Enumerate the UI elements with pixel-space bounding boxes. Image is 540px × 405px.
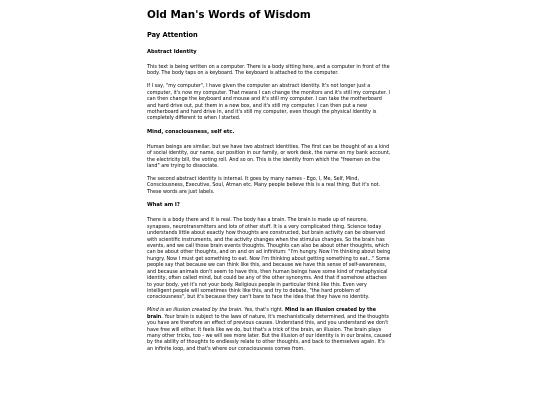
paragraph-mind-illusion (147, 307, 392, 352)
mind-illusion-plain: Yes, that's right. (242, 307, 285, 314)
article (147, 9, 392, 359)
paragraph-brain: There is a body there and it is real. The body has a brain. The brain is made up of neurons, synapses, neurotransmitters and lots of other stuff. It is a very complicated thing. Science today understands little about exactly how thoughts are constructed, but brain activity can be observed with scientific instruments, and the activity changes when the stimulus changes. So the brain has events, and we call those brain events thoughts. Thoughts can also be about other thoughts, which can be about other thoughts, and on and on ad infinitum: "I'm hungry. Now I'm thinking about being hungry. Now I must get something to eat. Now I'm thinking about getting something to eat..." Some people say that because we can think like this, and because we have this sense of self-awareness, and because animals don't seem to have this, then human beings have some kind of metaphysical identity, often called mind, but could be any of the other synonyms. And that if somehow attaches to your body, yet it's not your body. Religious people in particular think like this. Even very intelligent people will sometimes think like this, and try to debate, "the hard problem of consciousness", but it's because they can't bare to face the idea that they have no identity. (147, 217, 391, 301)
paragraph-my-computer: If I say, "my computer", I have given the computer an abstract identity. It's not longer just a computer, it's now my computer. That means I can change the monitors and it's still my computer. I can then change the keyboard and mouse and it's still my computer. I can take the motherboard and hard drive out, put them in a new box, and it's still my computer. I can then put a new motherboard and hard drive in, and it's still my computer, even though the physical identity is completely different to when I started. (147, 83, 390, 122)
heading-abstract-identity: Abstract Identity (147, 49, 197, 55)
paragraph-computer-body: This text is being written on a computer. There is a body sitting here, and a computer in front of the body. The body taps on a keyboard. The keyboard is attached to the computer. (147, 64, 390, 77)
paragraph-social-identity: Human beings are similar, but we have two abstract identities. The first can be thought of as a kind of social identity, our name, our position in our family, or work desk, the name on my bank account, the electricity bill, the voting roll. And so on. This is the identity from which the "freemen on the land" are trying to dissociate. (147, 143, 391, 170)
heading-mind-consciousness: Mind, consciousness, self etc. (147, 128, 235, 135)
mind-illusion-rest: . Your brain is subject to the laws of nature, it's mechanistically determined, and the thoughts you have are therefore an effect of previous causes. Understand this, and you understand we don't have free will either. It feels like we do, but that's a trick of the brain, an illusion. The brain plays many other tricks, too - we will see more later. But the illusion of our identity is in our brains, caused by the ability of thoughts to endlessly relate to other thoughts, and back to themselves again. It's an infinite loop, and that's where our consciousness comes from. (147, 313, 392, 352)
heading-what-am-i: What am I? (147, 202, 180, 209)
paragraph-internal-identity: The second abstract identity is internal. It goes by many names - Ego, I, Me, Self, Mind, Consciousness, Executive, Soul, Atman etc. Many people believe this is a real thing. But it's not. These words are just labels. (147, 176, 381, 195)
section-title: Pay Attention (147, 31, 198, 39)
mind-illusion-bold: Mind is an illusion created by the brain (147, 307, 377, 320)
page-title: Old Man's Words of Wisdom (147, 9, 311, 21)
mind-illusion-italic: Mind is an illusion created by the brain. (147, 307, 243, 314)
